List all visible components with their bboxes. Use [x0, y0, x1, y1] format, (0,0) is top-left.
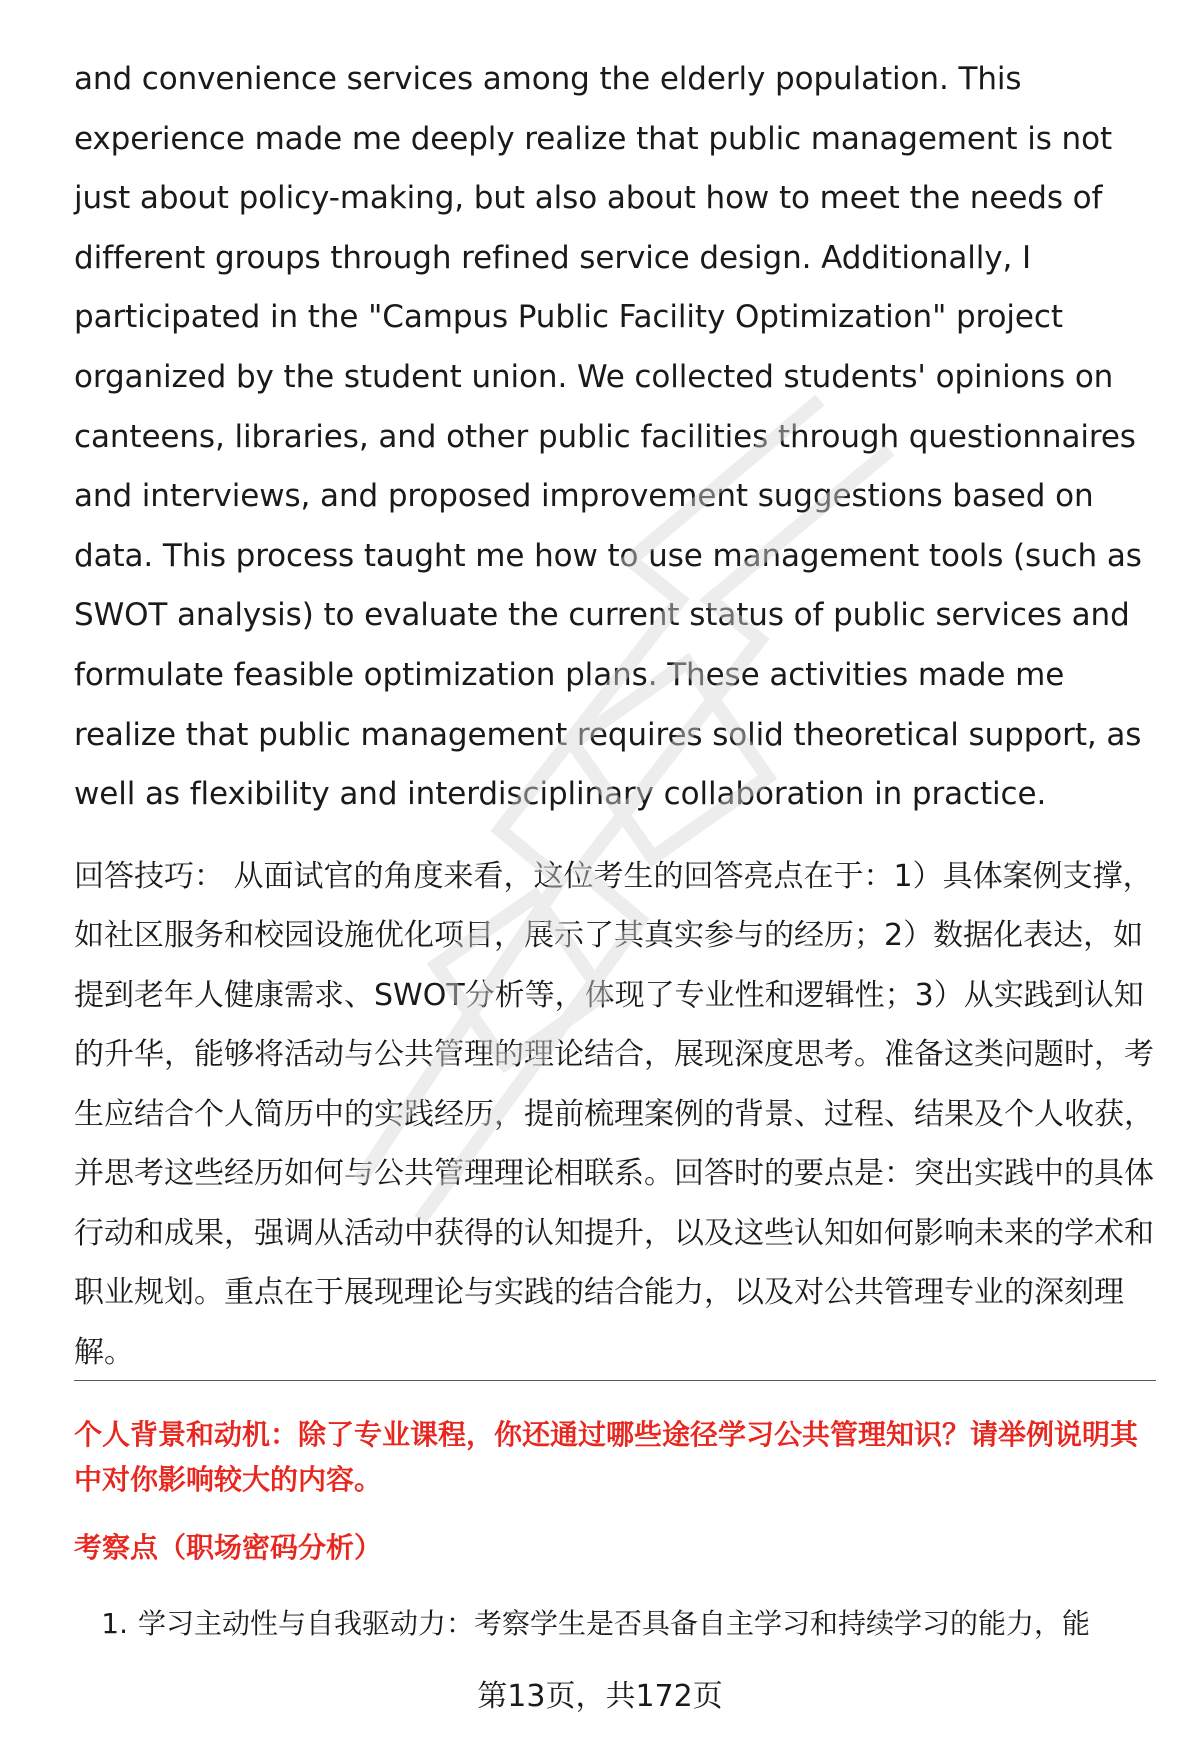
english-paragraph: and convenience services among the elderly population. This experience made me deeply realize that public management is not just about policy-making, but also about how to meet the needs of different groups through refined service design. Additionally, I participated in the "Campus Public Facility Optimization" project organized by the student union. We collected students' opinions on canteens, libraries, and other public facilities through questionnaires and interviews, and proposed improvement suggestions based on data. This process taught me how to use management tools (such as SWOT analysis) to evaluate the current status of public services and formulate feasible optimization plans. These activities made me realize that public management requires solid theoretical support, as well as flexibility and interdisciplinary collaboration in practice.	[74, 61, 1142, 813]
assessment-points-heading: 考察点（职场密码分析）	[74, 1531, 383, 1564]
question-heading: 个人背景和动机：除了专业课程，你还通过哪些途径学习公共管理知识？请举例说明其中对你影响较大的内容。	[74, 1418, 1139, 1496]
list-item-text: 学习主动性与自我驱动力：考察学生是否具备自主学习和持续学习的能力，能	[138, 1607, 1091, 1640]
list-item-number: 1.	[101, 1607, 128, 1640]
body-content	[74, 50, 1159, 1382]
list-item	[74, 1600, 1164, 1648]
page-number-footer: 第13页，共172页	[477, 1679, 723, 1714]
assessment-points-list	[74, 1600, 1164, 1648]
section-divider	[74, 1380, 1156, 1381]
answer-tips-paragraph: 回答技巧： 从面试官的角度来看，这位考生的回答亮点在于：1）具体案例支撑，如社区服务和校园设施优化项目，展示了其真实参与的经历；2）数据化表达，如提到老年人健康需求、SWOT分析等，体现了专业性和逻辑性；3）从实践到认知的升华，能够将活动与公共管理的理论结合，展现深度思考。准备这类问题时，考生应结合个人简历中的实践经历，提前梳理案例的背景、过程、结果及个人收获，并思考这些经历如何与公共管理理论相联系。回答时的要点是：突出实践中的具体行动和成果，强调从活动中获得的认知提升，以及这些认知如何影响未来的学术和职业规划。重点在于展现理论与实践的结合能力，以及对公共管理专业的深刻理解。	[74, 858, 1154, 1370]
